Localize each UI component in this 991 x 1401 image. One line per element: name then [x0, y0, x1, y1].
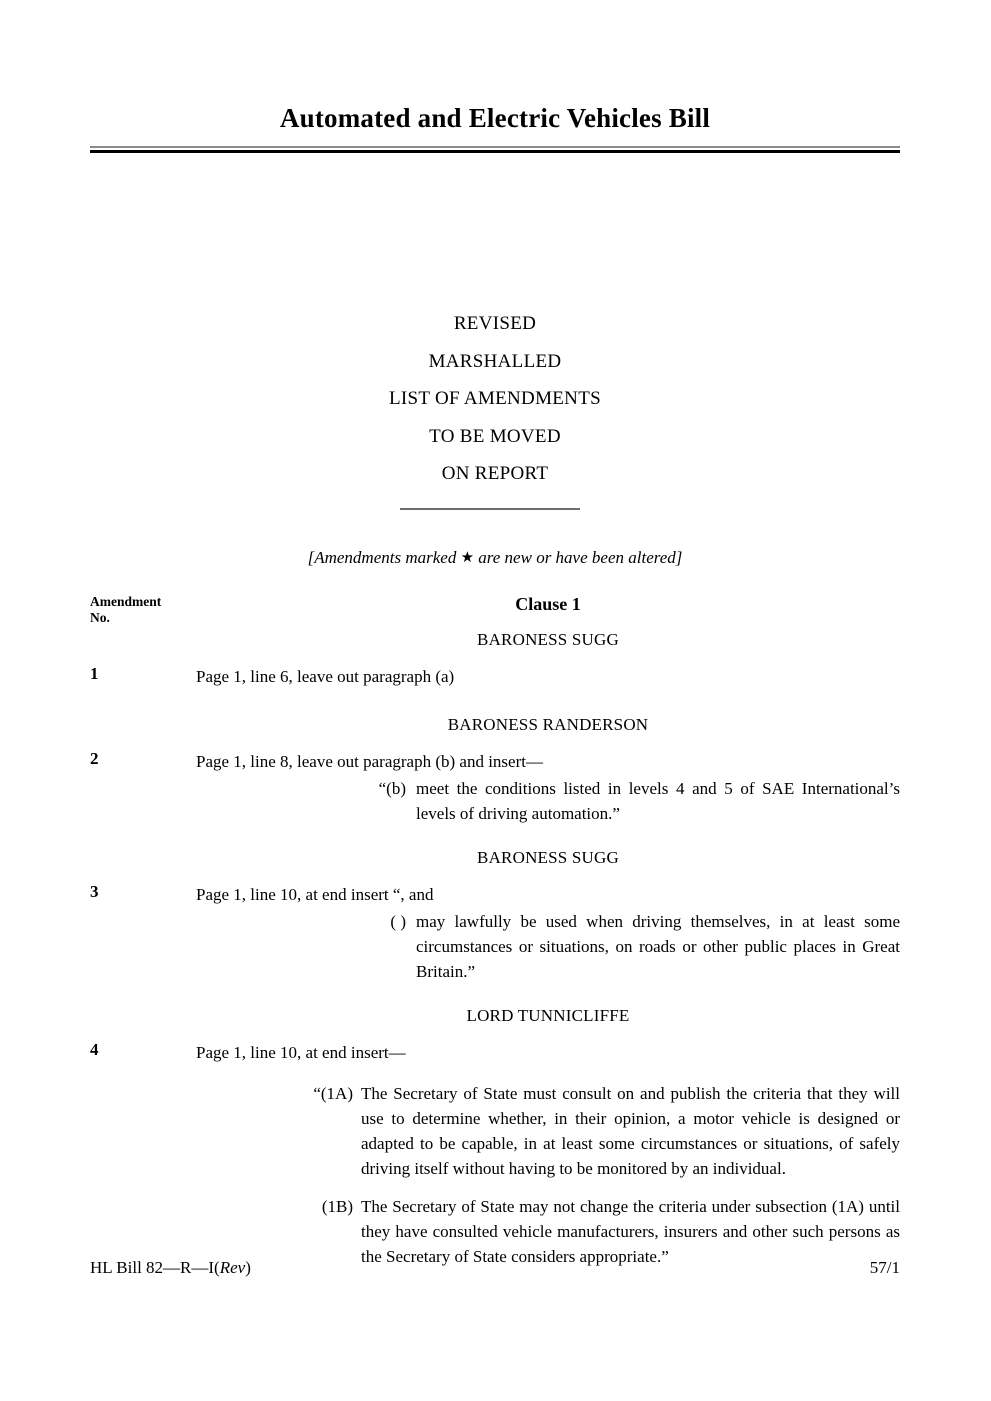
spacer — [90, 735, 900, 749]
amendment-lead-text: Page 1, line 6, leave out paragraph (a) — [196, 667, 455, 686]
amendment-number: 1 — [90, 664, 99, 683]
sub-paragraph-marker: “(1A) — [313, 1084, 353, 1103]
bill-reference — [90, 1258, 251, 1278]
spacer — [90, 650, 900, 664]
amendment-entry — [90, 1040, 900, 1269]
page-footer — [90, 1258, 900, 1278]
amendment-entry — [90, 882, 900, 984]
title-divider-thick-rule — [90, 150, 900, 153]
spacer — [90, 868, 900, 882]
amendment-number: 4 — [90, 1040, 99, 1059]
amendment-entry — [90, 664, 900, 689]
amendment-lead-text: Page 1, line 10, at end insert— — [196, 1043, 406, 1062]
headline-line-revised: REVISED — [453, 313, 537, 334]
headline-line-on-report: ON REPORT — [441, 463, 549, 485]
note-suffix: are new or have been altered] — [474, 548, 683, 567]
title-divider — [90, 146, 900, 153]
sub-paragraph-marker: “(b) — [378, 779, 406, 798]
sub-paragraph-marker: ( ) — [390, 912, 406, 931]
headline-line-to-be-moved: TO BE MOVED — [429, 425, 561, 447]
amendments-marked-note — [90, 548, 900, 568]
amendment-sub-paragraph — [378, 776, 900, 826]
spacer — [90, 984, 900, 1006]
spacer — [90, 1026, 900, 1040]
amendments-body — [90, 594, 900, 1269]
member-name: BARONESS RANDERSON — [447, 715, 649, 734]
member-name: BARONESS SUGG — [477, 848, 619, 867]
amendment-no-header-line2: No. — [90, 609, 110, 625]
star-icon: ★ — [460, 550, 475, 566]
spacer — [90, 689, 900, 715]
bill-reference-suffix: ) — [245, 1258, 251, 1277]
member-name: LORD TUNNICLIFFE — [466, 1006, 630, 1025]
amendment-sub-paragraph — [313, 1081, 900, 1181]
section-divider-rule — [400, 508, 580, 510]
amendment-no-header-line1: Amendment — [90, 594, 162, 609]
sub-paragraph-text: The Secretary of State must consult on and publish the criteria that they will use to determine whether, in their opinion, a motor vehicle is designed or adapted to be capable, in at least some circumstances or situations, of safely driving itself without having to be monitored by an individual. — [361, 1084, 900, 1178]
spacer — [196, 1065, 900, 1079]
amendment-lead-text: Page 1, line 8, leave out paragraph (b) and insert— — [196, 752, 543, 771]
bill-reference-rev: Rev — [219, 1258, 246, 1277]
headline-line-list-of-amendments: LIST OF AMENDMENTS — [389, 388, 601, 410]
sub-paragraph-marker: (1B) — [321, 1197, 353, 1216]
amendment-number: 2 — [90, 749, 99, 768]
note-prefix: [Amendments marked — [307, 548, 461, 567]
amendment-lead-text: Page 1, line 10, at end insert “, and — [196, 885, 434, 904]
amendment-entry — [90, 749, 900, 826]
sub-paragraph-text: meet the conditions listed in levels 4 and 5 of SAE International’s levels of driving automation.” — [416, 779, 900, 823]
bill-reference-prefix: HL Bill 82—R—I( — [90, 1258, 220, 1277]
spacer — [90, 826, 900, 848]
sub-paragraph-text: may lawfully be used when driving themselves, in at least some circumstances or situations, on roads or other public places in Great Britain.” — [416, 912, 900, 981]
amendment-sub-paragraph — [390, 909, 900, 984]
clause-heading: Clause 1 — [515, 594, 581, 614]
amendment-list — [90, 594, 900, 1269]
amendment-number: 3 — [90, 882, 99, 901]
page-reference: 57/1 — [869, 1258, 900, 1277]
headline-line-marshalled: MARSHALLED — [428, 350, 562, 372]
member-name: BARONESS SUGG — [477, 630, 619, 649]
page-title: Automated and Electric Vehicles Bill — [279, 103, 711, 133]
sub-paragraph-text: The Secretary of State may not change the criteria under subsection (1A) until they have consulted vehicle manufacturers, insurers and other such persons as the Secretary of State considers appropriate.” — [361, 1197, 900, 1266]
headline-block — [90, 305, 900, 493]
